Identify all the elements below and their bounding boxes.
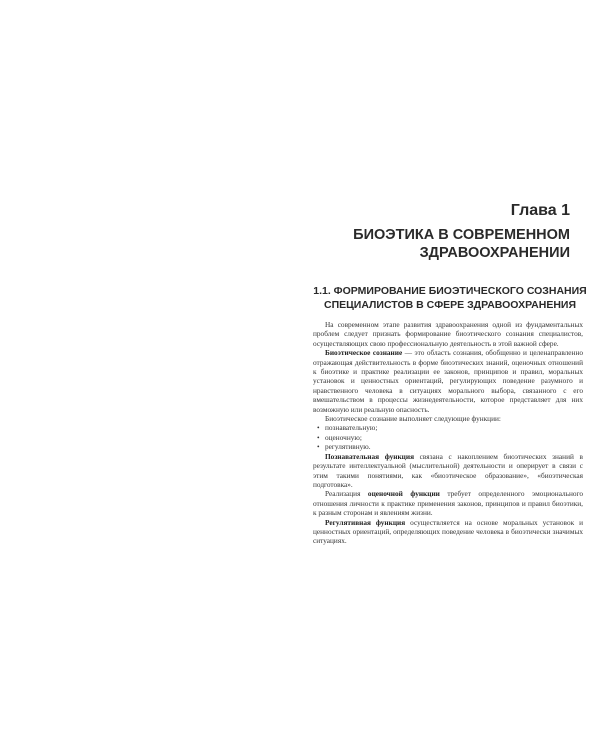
paragraph-functions-intro: Биоэтическое сознание выполняет следующие функции: xyxy=(325,414,501,424)
regulatory-function-text: осуществляется на основе моральных установок и ценностных ориентаций, определяющих поведение человека в биоэтически значимых ситуациях. xyxy=(313,517,583,546)
list-item-text: регулятивную. xyxy=(325,442,371,452)
list-item xyxy=(313,433,583,442)
chapter-title xyxy=(240,226,570,262)
paragraph-evaluative-function xyxy=(313,489,583,517)
bullet-icon: • xyxy=(317,442,320,452)
list-item-text: оценочную; xyxy=(325,432,362,442)
evaluative-function-text: требует определенного эмоционального отношения личности к практике применения законов, принципов и правил биоэтики, к разным сторонам и явлениям жизни. xyxy=(313,489,583,518)
term-cognitive-function: Познавательная функция xyxy=(325,451,415,461)
paragraph-regulatory-function xyxy=(313,518,583,546)
list-item xyxy=(313,442,583,451)
paragraph-definition xyxy=(313,348,583,414)
chapter-title-line-2: ЗДРАВООХРАНЕНИИ xyxy=(419,245,570,261)
body-text xyxy=(313,320,583,546)
section-title-line-2: СПЕЦИАЛИСТОВ В СФЕРЕ ЗДРАВООХРАНЕНИЯ xyxy=(324,299,576,311)
term-evaluative-function: оценочной функции xyxy=(367,489,440,499)
bullet-icon: • xyxy=(317,423,320,433)
section-title xyxy=(310,284,590,312)
bullet-icon: • xyxy=(317,432,320,442)
evaluative-function-lead: Реализация xyxy=(325,489,368,499)
cognitive-function-text: связана с накоплением биоэтических знаний в результате интеллектуальной (мыслительной) деятельности и оперирует в связи с этим такими понятиями, как «биоэтическое образование», «биоэтическая подготовка». xyxy=(313,451,583,489)
list-item-text: познавательную; xyxy=(325,423,378,433)
chapter-title-line-1: БИОЭТИКА В СОВРЕМЕННОМ xyxy=(353,227,570,243)
section-title-line-1: 1.1. ФОРМИРОВАНИЕ БИОЭТИЧЕСКОГО СОЗНАНИЯ xyxy=(313,285,587,297)
definition-text: — это область сознания, обобщенно и целенаправленно отражающая действительность в форме биоэтических знаний, оценочных отношений к биоэтике и практике реализации ее законов, принципов и правил, моральных установок и ценностных ориентаций, регулирующих поведение разумного и нравственного человека в ситуациях морального выбора, связанного с его вмешательством в процессы жизнедеятельности, которое представляет для них возможную или реальную опасность. xyxy=(313,348,584,414)
term-regulatory-function: Регулятивная функция xyxy=(325,517,406,527)
term-bioethical-consciousness: Биоэтическое сознание xyxy=(325,348,403,358)
chapter-label: Глава 1 xyxy=(510,202,570,219)
list-item xyxy=(313,423,583,432)
paragraph-intro: На современном этапе развития здравоохранения одной из фундаментальных проблем следует признать формирование биоэтического сознания специалистов, осуществляющих свою профессиональную деятельность в этой важной сфере. xyxy=(313,320,583,348)
functions-list xyxy=(313,423,583,451)
paragraph-cognitive-function xyxy=(313,452,583,490)
